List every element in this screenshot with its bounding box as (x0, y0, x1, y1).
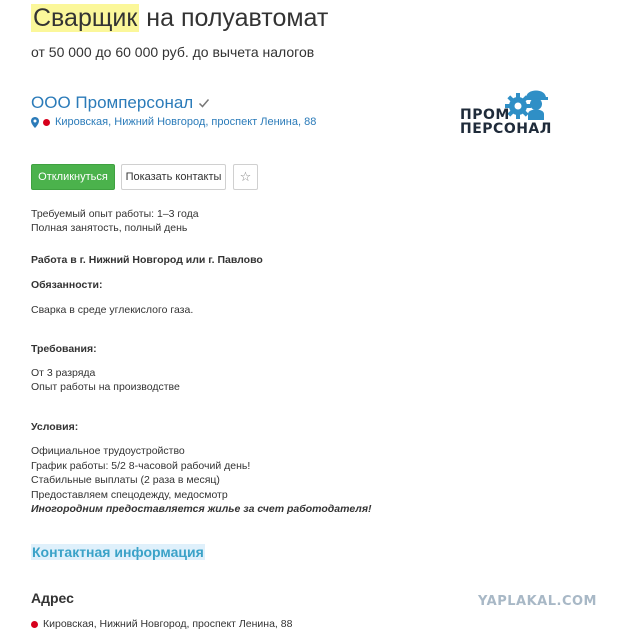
contacts-heading (31, 544, 205, 560)
salary: от 50 000 до 60 000 руб. до вычета налогов (31, 44, 315, 60)
vacancy-title-rest: на полуавтомат (139, 4, 329, 32)
company-name-row[interactable] (31, 93, 210, 113)
company-name-link[interactable]: ООО Промперсонал (31, 93, 194, 112)
location-note: Работа в г. Нижний Новгород или г. Павлово (31, 254, 263, 266)
vacancy-title (31, 4, 328, 33)
requirements-heading: Требования: (31, 343, 97, 355)
requirement-item: Опыт работы на производстве (31, 381, 180, 393)
logo-text-line2: ПЕРСОНАЛ (460, 121, 552, 137)
metro-icon (43, 119, 50, 126)
contact-address-row (31, 618, 292, 630)
condition-item: График работы: 5/2 8-часовой рабочий день! (31, 460, 251, 472)
company-address-link[interactable]: Кировская, Нижний Новгород, проспект Ленина, 88 (55, 116, 317, 128)
duties-heading: Обязанности: (31, 279, 103, 291)
apply-button[interactable]: Откликнуться (31, 164, 115, 190)
company-logo (458, 80, 558, 140)
condition-item: Официальное трудоустройство (31, 445, 185, 457)
condition-item: Предоставляем спецодежду, медосмотр (31, 489, 228, 501)
experience-text: Требуемый опыт работы: 1–3 года (31, 208, 199, 220)
conditions-heading: Условия: (31, 421, 79, 433)
verified-check-icon (198, 97, 210, 109)
employment-text: Полная занятость, полный день (31, 222, 188, 234)
address-heading: Адрес (31, 590, 74, 606)
requirement-item: От 3 разряда (31, 367, 96, 379)
housing-note: Иногородним предоставляется жилье за счет работодателя! (31, 503, 372, 515)
metro-icon (31, 621, 38, 628)
map-pin-icon (31, 117, 39, 128)
contacts-heading-text: Контактная информация (32, 544, 204, 560)
vacancy-title-highlight: Сварщик (33, 4, 138, 32)
company-address-row[interactable] (31, 116, 316, 128)
favorite-button[interactable] (233, 164, 258, 190)
duty-item: Сварка в среде углекислого газа. (31, 304, 194, 316)
show-contacts-button[interactable]: Показать контакты (121, 164, 226, 190)
star-icon: ☆ (239, 169, 252, 184)
watermark: YAPLAKAL.COM (478, 594, 597, 609)
condition-item: Стабильные выплаты (2 раза в месяц) (31, 474, 220, 486)
contact-address-text: Кировская, Нижний Новгород, проспект Ленина, 88 (43, 618, 293, 630)
logo-text-line1: ПРОМ (460, 107, 510, 123)
